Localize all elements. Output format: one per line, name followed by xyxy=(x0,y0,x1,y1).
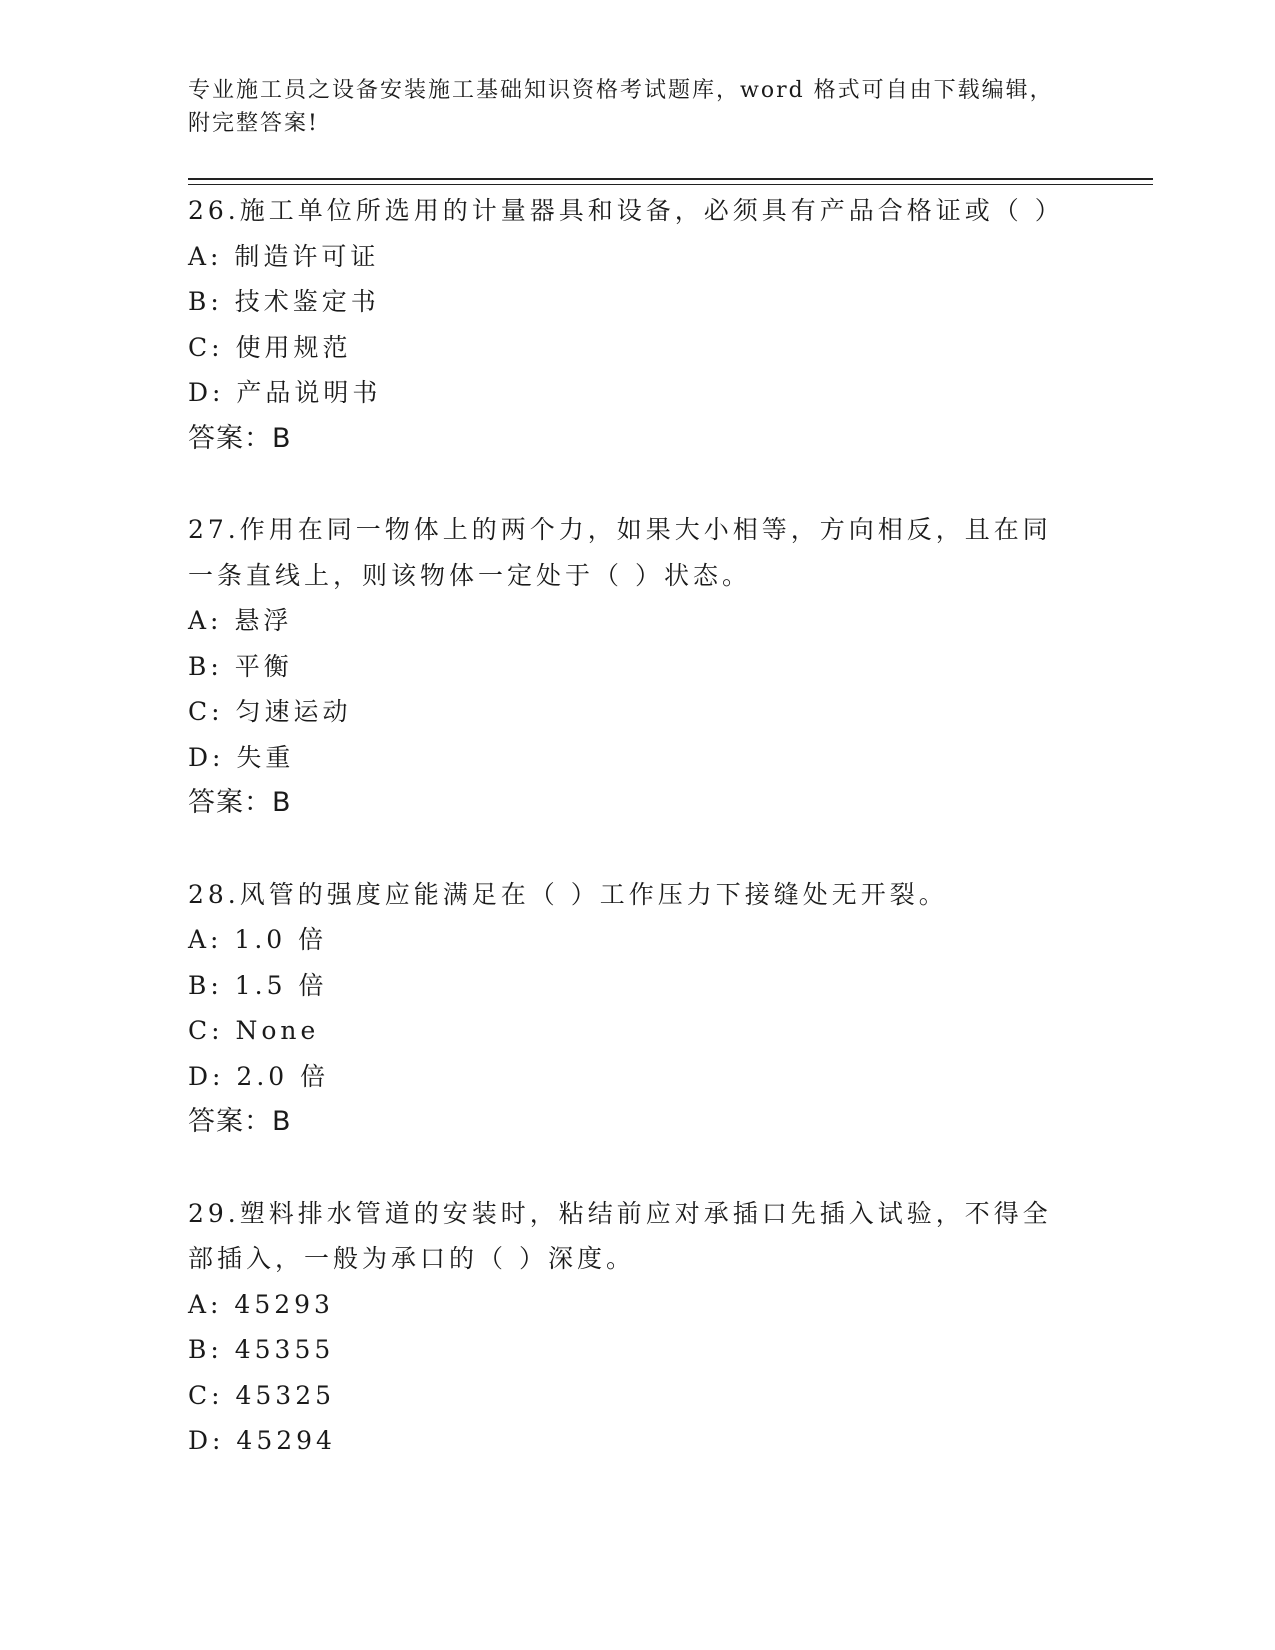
header-divider-thin xyxy=(188,184,1153,185)
header-line-1: 专业施工员之设备安装施工基础知识资格考试题库，word 格式可自由下载编辑， xyxy=(188,78,1054,103)
option-b: B: 技术鉴定书 xyxy=(188,287,380,316)
question-stem: 26.施工单位所选用的计量器具和设备，必须具有产品合格证或（ ） xyxy=(188,196,1064,225)
question-29 xyxy=(188,1191,1088,1464)
option-d: D: 2.0 倍 xyxy=(188,1061,330,1091)
option-c: C: 使用规范 xyxy=(188,332,352,362)
question-stem: 28.风管的强度应能满足在（ ）工作压力下接缝处无开裂。 xyxy=(188,879,948,909)
answer-line: 答案：B xyxy=(188,422,292,454)
option-b: B: 1.5 倍 xyxy=(188,970,328,1000)
question-28 xyxy=(188,872,1088,1145)
option-a: A: 制造许可证 xyxy=(188,241,380,271)
header-divider-thick xyxy=(188,178,1153,180)
question-26 xyxy=(188,188,1088,461)
option-a: A: 45293 xyxy=(188,1289,334,1319)
document-header xyxy=(188,74,1068,140)
option-c: C: 45325 xyxy=(188,1380,336,1410)
question-stem: 27.作用在同一物体上的两个力，如果大小相等，方向相反，且在同一条直线上，则该物体一定处于（ ）状态。 xyxy=(188,515,1052,590)
option-b: B: 45355 xyxy=(188,1335,335,1364)
option-d: D: 产品说明书 xyxy=(188,378,382,407)
option-c: C: 匀速运动 xyxy=(188,697,352,726)
question-27 xyxy=(188,507,1088,826)
option-d: D: 失重 xyxy=(188,742,295,772)
question-list xyxy=(188,188,1088,1510)
option-c: C: None xyxy=(188,1016,320,1045)
question-stem: 29.塑料排水管道的安装时，粘结前应对承插口先插入试验，不得全部插入，一般为承口的（ ）深度。 xyxy=(188,1198,1052,1273)
option-a: A: 悬浮 xyxy=(188,606,293,635)
option-b: B: 平衡 xyxy=(188,651,293,681)
option-a: A: 1.0 倍 xyxy=(188,925,328,954)
header-line-2: 附完整答案! xyxy=(188,111,319,136)
answer-line: 答案：B xyxy=(188,1106,292,1137)
option-d: D: 45294 xyxy=(188,1426,336,1455)
answer-line: 答案：B xyxy=(188,787,292,818)
